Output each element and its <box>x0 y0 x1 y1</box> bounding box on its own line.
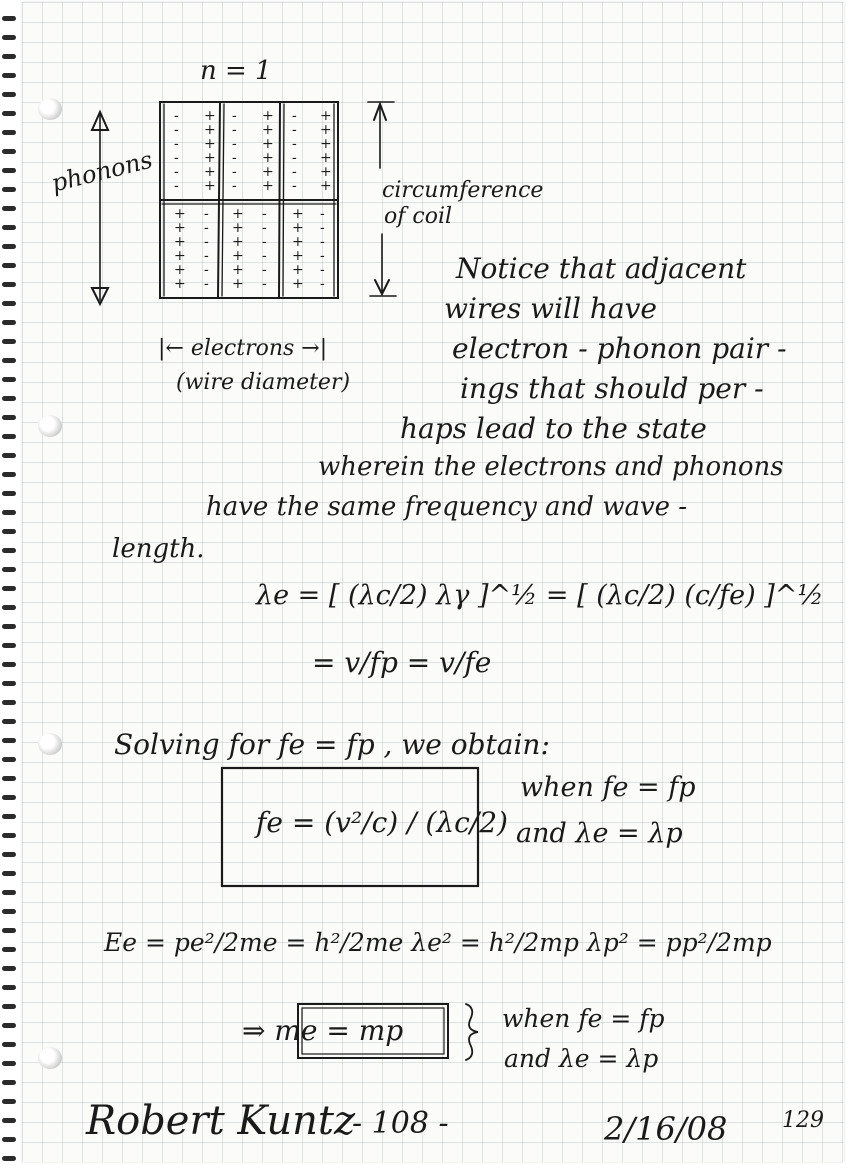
condition-text: and λe = λp <box>504 1044 659 1073</box>
minus-charge: - <box>232 136 237 152</box>
n-label: n = 1 <box>200 56 272 86</box>
minus-charge: - <box>174 178 179 194</box>
minus-charge: - <box>204 220 209 236</box>
plus-charge: + <box>262 178 274 194</box>
plus-charge: + <box>262 122 274 138</box>
minus-charge: - <box>320 220 325 236</box>
plus-charge: + <box>292 220 304 236</box>
plus-charge: + <box>320 178 332 194</box>
minus-charge: - <box>320 248 325 264</box>
condition-text: and λe = λp <box>516 818 683 849</box>
note-line: have the same frequency and wave - <box>206 492 688 522</box>
plus-charge: + <box>320 164 332 180</box>
note-line: wires will have <box>444 292 657 325</box>
electrons-label: |← electrons →| <box>158 336 328 361</box>
plus-charge: + <box>204 150 216 166</box>
minus-charge: - <box>262 234 267 250</box>
plus-charge: + <box>174 206 186 222</box>
minus-charge: - <box>232 164 237 180</box>
note-line: wherein the electrons and phonons <box>318 452 784 482</box>
plus-charge: + <box>174 276 186 292</box>
minus-charge: - <box>262 206 267 222</box>
plus-charge: + <box>232 248 244 264</box>
minus-charge: - <box>320 262 325 278</box>
circumference-label-2: of coil <box>384 204 453 229</box>
plus-charge: + <box>292 206 304 222</box>
plus-charge: + <box>232 262 244 278</box>
minus-charge: - <box>320 234 325 250</box>
minus-charge: - <box>292 108 297 124</box>
plus-charge: + <box>232 276 244 292</box>
mass-result: ⇒ me = mp <box>242 1014 404 1047</box>
plus-charge: + <box>320 136 332 152</box>
minus-charge: - <box>292 150 297 166</box>
plus-charge: + <box>174 248 186 264</box>
velocity-equation: = v/fp = v/fe <box>312 646 492 679</box>
minus-charge: - <box>174 164 179 180</box>
plus-charge: + <box>262 164 274 180</box>
minus-charge: - <box>232 108 237 124</box>
minus-charge: - <box>232 178 237 194</box>
minus-charge: - <box>204 262 209 278</box>
circumference-label: circumference <box>382 178 544 203</box>
minus-charge: - <box>174 122 179 138</box>
solving-text: Solving for fe = fp , we obtain: <box>114 728 550 761</box>
minus-charge: - <box>262 276 267 292</box>
plus-charge: + <box>292 234 304 250</box>
minus-charge: - <box>262 262 267 278</box>
plus-charge: + <box>204 122 216 138</box>
plus-charge: + <box>204 108 216 124</box>
note-line: electron - phonon pair - <box>452 332 787 365</box>
minus-charge: - <box>292 178 297 194</box>
plus-charge: + <box>174 220 186 236</box>
minus-charge: - <box>204 276 209 292</box>
plus-charge: + <box>320 108 332 124</box>
condition-text: when fe = fp <box>502 1004 665 1033</box>
plus-charge: + <box>174 262 186 278</box>
plus-charge: + <box>262 150 274 166</box>
plus-charge: + <box>292 276 304 292</box>
plus-charge: + <box>292 248 304 264</box>
plus-charge: + <box>204 178 216 194</box>
minus-charge: - <box>292 122 297 138</box>
plus-charge: + <box>262 108 274 124</box>
note-line: haps lead to the state <box>400 412 707 445</box>
plus-charge: + <box>174 234 186 250</box>
minus-charge: - <box>174 150 179 166</box>
condition-text: when fe = fp <box>520 772 696 803</box>
plus-charge: + <box>320 122 332 138</box>
minus-charge: - <box>174 136 179 152</box>
plus-charge: + <box>232 206 244 222</box>
minus-charge: - <box>262 220 267 236</box>
boxed-formula: fe = (v²/c) / (λc/2) <box>256 806 508 839</box>
plus-charge: + <box>262 136 274 152</box>
plus-charge: + <box>204 164 216 180</box>
date: 2/16/08 <box>604 1110 728 1148</box>
note-line: Notice that adjacent <box>456 252 747 285</box>
minus-charge: - <box>320 276 325 292</box>
minus-charge: - <box>204 234 209 250</box>
plus-charge: + <box>204 136 216 152</box>
note-line: ings that should per - <box>460 372 764 405</box>
lambda-equation: λe = [ (λc/2) λγ ]^½ = [ (λc/2) (c/fe) ]^½ <box>256 580 824 611</box>
corner-number: 129 <box>782 1108 824 1133</box>
minus-charge: - <box>174 108 179 124</box>
minus-charge: - <box>262 248 267 264</box>
minus-charge: - <box>320 206 325 222</box>
wire-diameter-label: (wire diameter) <box>176 370 351 395</box>
plus-charge: + <box>232 234 244 250</box>
page-number: - 108 - <box>352 1106 449 1141</box>
phonons-label: phonons <box>48 145 156 198</box>
minus-charge: - <box>204 248 209 264</box>
plus-charge: + <box>292 262 304 278</box>
plus-charge: + <box>232 220 244 236</box>
plus-charge: + <box>320 150 332 166</box>
minus-charge: - <box>204 206 209 222</box>
minus-charge: - <box>232 150 237 166</box>
minus-charge: - <box>292 136 297 152</box>
signature: Robert Kuntz <box>86 1098 356 1144</box>
minus-charge: - <box>232 122 237 138</box>
energy-equation: Ee = pe²/2me = h²/2me λe² = h²/2mp λp² = pp²/2mp <box>104 928 772 957</box>
minus-charge: - <box>292 164 297 180</box>
note-line: length. <box>112 534 205 564</box>
